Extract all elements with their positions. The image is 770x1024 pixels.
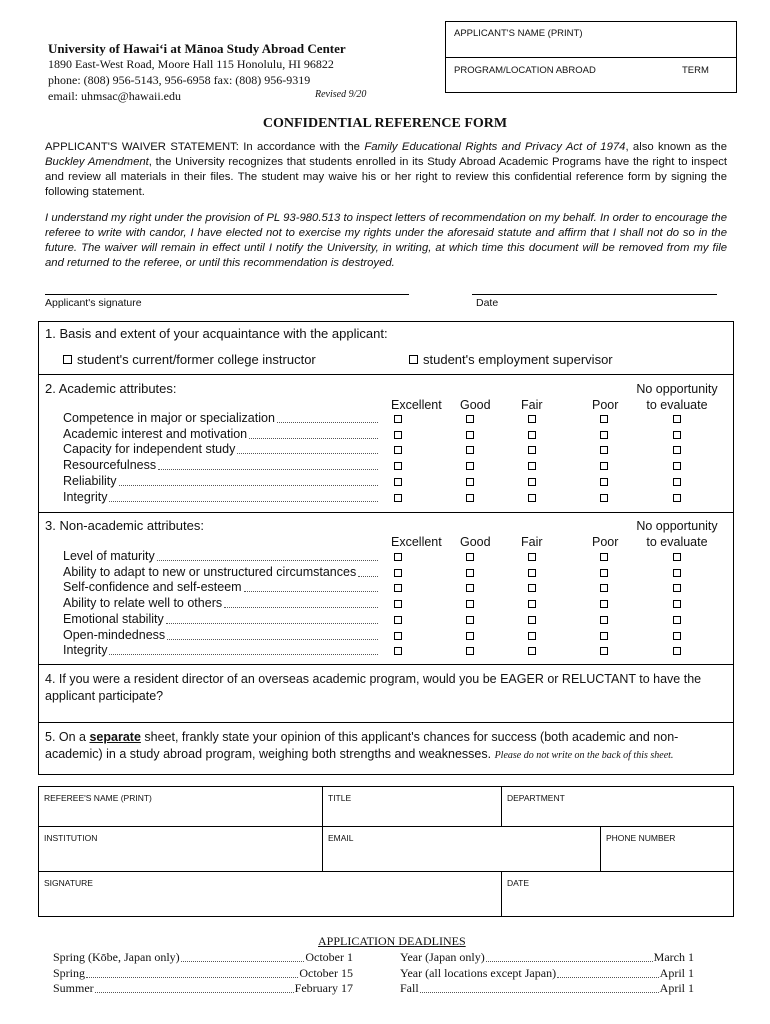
rating-header-good: Good: [460, 535, 491, 549]
q1-option-supervisor-label: student's employment supervisor: [423, 352, 613, 367]
waiver-text-a: APPLICANT'S WAIVER STATEMENT: In accordance with the: [45, 141, 365, 153]
referee-name-label: REFEREE'S NAME (PRINT): [44, 793, 152, 803]
attribute-name: Open-mindedness: [63, 627, 166, 642]
rating-checkbox[interactable]: [528, 569, 536, 577]
rating-checkbox[interactable]: [394, 446, 402, 454]
rating-checkbox[interactable]: [394, 462, 402, 470]
checkbox[interactable]: [409, 355, 418, 364]
attribute-name: Reliability: [63, 473, 117, 488]
rating-checkbox[interactable]: [466, 584, 474, 592]
rating-checkbox[interactable]: [466, 600, 474, 608]
q2-heading: 2. Academic attributes:: [45, 381, 177, 396]
attribute-row-label: [63, 580, 242, 594]
rating-checkbox[interactable]: [466, 569, 474, 577]
rating-checkbox[interactable]: [600, 415, 608, 423]
q1-option-instructor[interactable]: [63, 352, 316, 367]
applicant-date-line[interactable]: [472, 294, 717, 295]
rating-checkbox[interactable]: [673, 446, 681, 454]
program-term-field[interactable]: [446, 58, 736, 93]
attribute-name: Competence in major or specialization: [63, 411, 275, 425]
rating-checkbox[interactable]: [600, 462, 608, 470]
rating-checkbox[interactable]: [528, 553, 536, 561]
rating-checkbox[interactable]: [466, 446, 474, 454]
waiver-affirmation: I understand my right under the provision of PL 93-980.513 to inspect letters of recommendation on my behalf. In order to encourage the referee to write with candor, I have elected not to exercise my rights under the aforesaid statute and affirm that I shall not do so in the future. The waiver will remain in effect until I notify the University, in writing, at which time this document will be removed from my file and returned to the referee, or until this recommendation is destroyed.: [45, 212, 727, 269]
rating-checkbox[interactable]: [673, 415, 681, 423]
q5-text-a: 5. On a: [45, 730, 90, 744]
applicant-signature-label: Applicant's signature: [45, 297, 142, 309]
referee-date-label: DATE: [507, 878, 530, 888]
q5-text: [45, 729, 725, 764]
rating-header-to-evaluate: to evaluate: [646, 535, 708, 549]
referee-title-field[interactable]: [323, 787, 502, 827]
dot-leader: [557, 977, 659, 978]
attribute-row-label: [63, 427, 247, 441]
rating-header-excellent: Excellent: [391, 398, 442, 412]
rating-checkbox[interactable]: [673, 553, 681, 561]
deadline-date: March 1: [653, 950, 694, 964]
attribute-row-label: [63, 565, 356, 579]
rating-checkbox[interactable]: [394, 478, 402, 486]
dot-leader: [224, 607, 378, 608]
center-name: University of Hawaiʻi at Mānoa Study Abroad Center: [48, 41, 346, 56]
referee-institution-label: INSTITUTION: [44, 833, 98, 843]
rating-checkbox[interactable]: [394, 415, 402, 423]
attribute-row-label: [63, 490, 107, 504]
rating-checkbox[interactable]: [466, 616, 474, 624]
rating-checkbox[interactable]: [673, 616, 681, 624]
rating-header-excellent: Excellent: [391, 535, 442, 549]
rating-checkbox[interactable]: [673, 584, 681, 592]
referee-department-field[interactable]: [502, 787, 733, 827]
deadline-term: Fall: [400, 981, 419, 995]
attribute-row-label: [63, 411, 275, 425]
rating-header-poor: Poor: [592, 535, 619, 549]
rating-checkbox[interactable]: [600, 616, 608, 624]
ferpa-act-name: Family Educational Rights and Privacy Act of 1974: [364, 141, 626, 153]
rating-header-to-evaluate: to evaluate: [646, 398, 708, 412]
referee-date-field[interactable]: [502, 872, 733, 916]
q5-separate: separate: [89, 730, 141, 744]
rating-header-fair: Fair: [521, 535, 543, 549]
reference-questions-table: [38, 321, 734, 775]
deadline-date: October 1: [305, 950, 353, 964]
dot-leader: [244, 591, 378, 592]
rating-checkbox[interactable]: [600, 584, 608, 592]
rating-checkbox[interactable]: [600, 431, 608, 439]
dot-leader: [109, 501, 378, 502]
q2-section: [39, 374, 733, 512]
referee-info-table: [38, 786, 734, 917]
rating-header-good: Good: [460, 398, 491, 412]
rating-checkbox[interactable]: [466, 415, 474, 423]
attribute-name: Level of maturity: [63, 549, 155, 563]
dot-leader: [109, 654, 378, 655]
dot-leader: [237, 453, 378, 454]
waiver-text-c: , the University recognizes that students enrolled in its Study Abroad Academic Programs have the right to inspect and review all materials in their files. The student may waive his or her right to review this confidential reference form by signing the following statement.: [45, 156, 728, 198]
rating-checkbox[interactable]: [673, 478, 681, 486]
dot-leader: [95, 992, 294, 993]
dot-leader: [249, 438, 378, 439]
deadline-term: Summer: [53, 981, 94, 995]
rating-checkbox[interactable]: [673, 600, 681, 608]
rating-checkbox[interactable]: [528, 584, 536, 592]
attribute-name: Resourcefulness: [63, 458, 157, 473]
rating-checkbox[interactable]: [600, 632, 608, 640]
rating-checkbox[interactable]: [394, 647, 402, 655]
dot-leader: [119, 485, 379, 486]
q3-heading: 3. Non-academic attributes:: [45, 518, 204, 533]
rating-checkbox[interactable]: [673, 494, 681, 502]
attribute-row-label: [63, 474, 117, 488]
attribute-name: Self-confidence and self-esteem: [63, 580, 242, 595]
deadline-term: Spring (Kōbe, Japan only): [53, 950, 180, 964]
rating-checkbox[interactable]: [528, 478, 536, 486]
center-email: email: uhmsac@hawaii.edu: [48, 89, 182, 103]
referee-department-label: DEPARTMENT: [507, 793, 565, 803]
referee-title-label: TITLE: [328, 793, 352, 803]
deadline-date: April 1: [659, 981, 694, 995]
q1-option-supervisor[interactable]: [409, 352, 613, 367]
rating-checkbox[interactable]: [394, 569, 402, 577]
attribute-row-label: [63, 628, 165, 642]
center-address: 1890 East-West Road, Moore Hall 115 Honolulu, HI 96822: [48, 57, 334, 71]
rating-checkbox[interactable]: [394, 553, 402, 561]
rating-header-no-opportunity: No opportunity: [636, 519, 718, 533]
attribute-row-label: [63, 458, 156, 472]
attribute-row-label: [63, 549, 155, 563]
rating-checkbox[interactable]: [466, 462, 474, 470]
q5-note: Please do not write on the back of this sheet.: [494, 750, 674, 761]
attribute-name: Capacity for independent study: [63, 442, 236, 457]
divider: [39, 664, 733, 665]
rating-checkbox[interactable]: [528, 647, 536, 655]
dot-leader: [420, 992, 659, 993]
applicant-date-label: Date: [476, 297, 499, 309]
referee-phone-field[interactable]: [601, 827, 733, 872]
rating-checkbox[interactable]: [394, 494, 402, 502]
referee-email-field[interactable]: [323, 827, 601, 872]
rating-checkbox[interactable]: [528, 431, 536, 439]
referee-signature-label: SIGNATURE: [44, 878, 93, 888]
rating-checkbox[interactable]: [600, 478, 608, 486]
dot-leader: [167, 639, 378, 640]
program-label: PROGRAM/LOCATION ABROAD: [454, 65, 596, 76]
rating-checkbox[interactable]: [528, 494, 536, 502]
q1-option-instructor-label: student's current/former college instructor: [77, 352, 316, 367]
attribute-name: Integrity: [63, 489, 108, 504]
rating-checkbox[interactable]: [673, 647, 681, 655]
deadline-term: Year (all locations except Japan): [400, 965, 557, 980]
dot-leader: [358, 576, 378, 577]
rating-checkbox[interactable]: [466, 553, 474, 561]
term-label: TERM: [682, 65, 709, 76]
rating-checkbox[interactable]: [394, 632, 402, 640]
deadline-date: April 1: [659, 965, 694, 980]
applicant-name-field[interactable]: [446, 22, 736, 58]
rating-checkbox[interactable]: [600, 600, 608, 608]
deadline-term: Year (Japan only): [400, 950, 485, 964]
q4-text: 4. If you were a resident director of an overseas academic program, would you be EAGER or RELUCTANT to have the applicant participate?: [45, 672, 702, 703]
divider: [39, 722, 733, 723]
form-title: CONFIDENTIAL REFERENCE FORM: [262, 116, 508, 131]
rating-checkbox[interactable]: [600, 446, 608, 454]
buckley-name: Buckley Amendment: [45, 156, 149, 168]
rating-checkbox[interactable]: [528, 462, 536, 470]
rating-checkbox[interactable]: [528, 632, 536, 640]
q3-section: [39, 512, 733, 664]
rating-header-fair: Fair: [521, 398, 543, 412]
deadline-date: October 15: [299, 965, 353, 980]
rating-checkbox[interactable]: [600, 647, 608, 655]
rating-checkbox[interactable]: [394, 584, 402, 592]
waiver-text-b: , also known as the: [625, 141, 727, 153]
rating-checkbox[interactable]: [600, 494, 608, 502]
revision-date: Revised 9/20: [315, 89, 367, 100]
rating-checkbox[interactable]: [466, 647, 474, 655]
dot-leader: [86, 977, 298, 978]
applicant-name-label: APPLICANT'S NAME (PRINT): [454, 28, 583, 39]
referee-email-label: EMAIL: [328, 833, 354, 843]
attribute-row-label: [63, 643, 107, 657]
rating-checkbox[interactable]: [466, 632, 474, 640]
q1-heading: 1. Basis and extent of your acquaintance with the applicant:: [45, 326, 388, 341]
deadlines-title: APPLICATION DEADLINES: [318, 934, 466, 948]
referee-institution-field[interactable]: [39, 827, 323, 872]
referee-name-field[interactable]: [39, 787, 323, 827]
rating-checkbox[interactable]: [528, 616, 536, 624]
rating-checkbox[interactable]: [600, 569, 608, 577]
attribute-name: Emotional stability: [63, 611, 164, 626]
referee-signature-field[interactable]: [39, 872, 502, 916]
attribute-name: Ability to relate well to others: [63, 596, 223, 611]
dot-leader: [181, 961, 305, 962]
deadline-date: February 17: [294, 981, 353, 995]
rating-checkbox[interactable]: [528, 415, 536, 423]
rating-checkbox[interactable]: [394, 431, 402, 439]
rating-checkbox[interactable]: [466, 478, 474, 486]
attribute-row-label: [63, 612, 164, 626]
attribute-row-label: [63, 596, 222, 610]
rating-header-no-opportunity: No opportunity: [636, 382, 718, 396]
rating-checkbox[interactable]: [673, 632, 681, 640]
rating-checkbox[interactable]: [466, 494, 474, 502]
rating-checkbox[interactable]: [394, 600, 402, 608]
dot-leader: [158, 469, 378, 470]
referee-phone-label: PHONE NUMBER: [606, 833, 676, 843]
rating-header-poor: Poor: [592, 398, 619, 412]
dot-leader: [157, 560, 378, 561]
checkbox[interactable]: [63, 355, 72, 364]
center-phone: phone: (808) 956-5143, 956-6958 fax: (808) 956-9319: [48, 73, 311, 87]
deadline-term: Spring: [53, 965, 86, 980]
dot-leader: [166, 623, 378, 624]
attribute-name: Academic interest and motivation: [63, 426, 248, 441]
waiver-statement: [45, 140, 727, 200]
rating-checkbox[interactable]: [466, 431, 474, 439]
rating-checkbox[interactable]: [394, 616, 402, 624]
applicant-signature-line[interactable]: [45, 294, 409, 295]
rating-checkbox[interactable]: [673, 462, 681, 470]
q5-text-b: sheet, frankly state your opinion of this applicant's chances for success (both academic and non-academic) in a study abroad program, weighing both strengths and weaknesses.: [45, 730, 679, 761]
attribute-name: Integrity: [63, 643, 108, 658]
dot-leader: [486, 961, 653, 962]
dot-leader: [277, 422, 378, 423]
attribute-name: Ability to adapt to new or unstructured circumstances: [63, 564, 357, 579]
rating-checkbox[interactable]: [600, 553, 608, 561]
attribute-row-label: [63, 442, 235, 456]
rating-checkbox[interactable]: [673, 431, 681, 439]
applicant-info-box: [445, 21, 737, 93]
rating-checkbox[interactable]: [528, 600, 536, 608]
rating-checkbox[interactable]: [673, 569, 681, 577]
rating-checkbox[interactable]: [528, 446, 536, 454]
